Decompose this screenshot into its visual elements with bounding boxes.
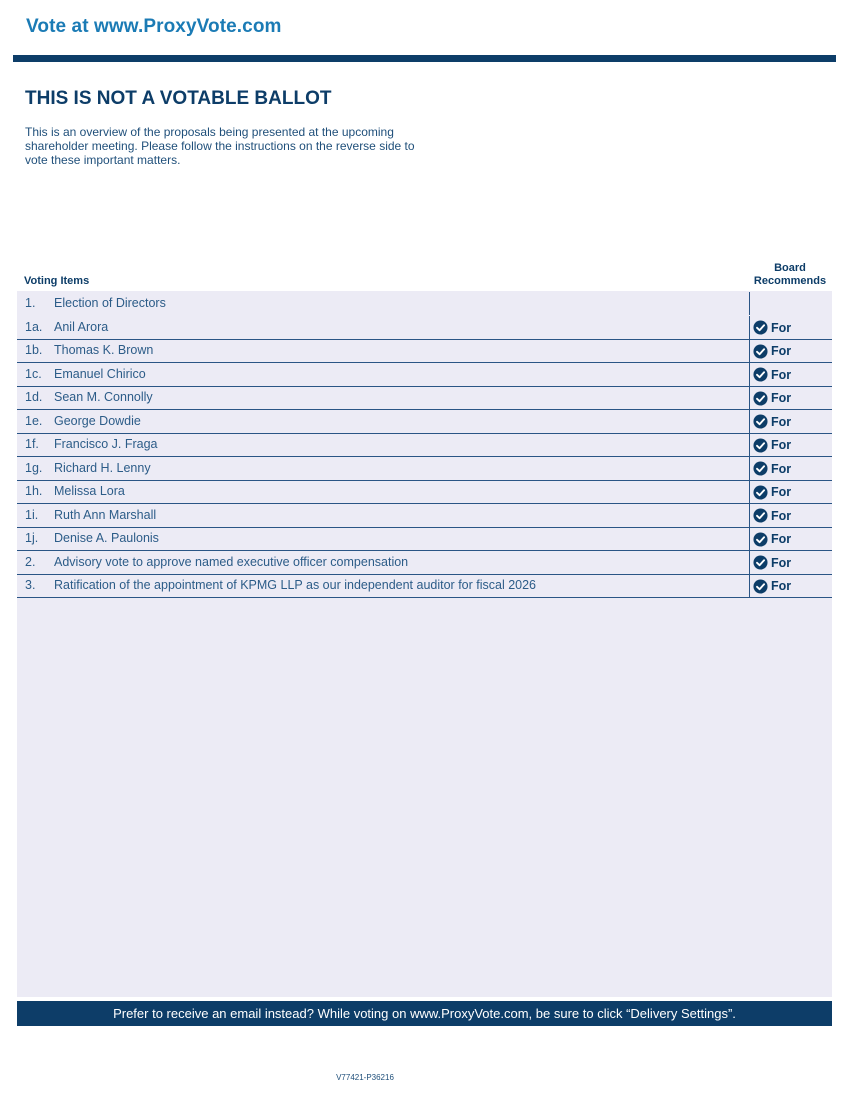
board-recommendation — [753, 461, 791, 477]
column-header-board-line1: Board — [774, 262, 806, 274]
recommendation-label: For — [771, 367, 792, 382]
table-row — [17, 386, 832, 410]
item-description: Richard H. Lenny — [54, 460, 151, 475]
item-number: 1a. — [25, 319, 43, 334]
item-description: Ratification of the appointment of KPMG LLP as our independent auditor for fiscal 2026 — [54, 578, 537, 592]
recommendation-label: For — [771, 579, 792, 593]
recommendation-cell — [749, 316, 833, 339]
top-divider — [13, 55, 836, 62]
check-circle-icon — [753, 461, 768, 476]
item-description: Denise A. Paulonis — [54, 531, 159, 545]
board-recommendation — [753, 437, 791, 453]
recommendation-cell — [749, 386, 833, 409]
item-number: 3. — [25, 578, 36, 592]
board-recommendation — [753, 508, 791, 524]
table-row — [17, 363, 832, 387]
check-circle-icon — [753, 391, 768, 406]
proxyvote-link[interactable]: Vote at www.ProxyVote.com — [26, 16, 282, 37]
table-row — [17, 504, 832, 528]
column-header-board-line2: Recommends — [753, 275, 827, 287]
item-description: Thomas K. Brown — [54, 343, 154, 357]
item-description: Anil Arora — [54, 319, 109, 334]
recommendation-label: For — [771, 438, 792, 452]
item-number: 1i. — [25, 507, 39, 522]
board-recommendation — [753, 578, 791, 594]
board-recommendation — [753, 531, 791, 547]
table-row — [17, 551, 832, 575]
check-circle-icon — [753, 438, 768, 453]
table-row — [17, 480, 832, 504]
board-recommendation — [753, 320, 791, 336]
item-number: 1e. — [25, 413, 43, 428]
item-description: Francisco J. Fraga — [54, 437, 158, 451]
check-circle-icon — [753, 579, 768, 594]
board-recommendation — [753, 484, 791, 500]
check-circle-icon — [753, 320, 768, 335]
recommendation-label: For — [771, 508, 792, 523]
recommendation-cell — [749, 410, 833, 433]
item-description: Melissa Lora — [54, 484, 125, 498]
recommendation-cell — [749, 457, 833, 480]
item-description: Election of Directors — [54, 296, 166, 310]
board-recommendation — [753, 343, 791, 359]
check-circle-icon — [753, 485, 768, 500]
check-circle-icon — [753, 508, 768, 523]
table-row — [17, 574, 832, 598]
recommendation-cell — [749, 363, 833, 386]
intro-text: This is an overview of the proposals being presented at the upcoming shareholder meeting. Please follow the instructions on the reverse side to vote these important matters. — [25, 125, 415, 167]
item-number: 1h. — [25, 484, 43, 498]
recommendation-label: For — [771, 485, 792, 499]
recommendation-label: For — [771, 320, 792, 335]
item-description: George Dowdie — [54, 413, 141, 428]
item-number: 1j. — [25, 531, 39, 545]
check-circle-icon — [753, 344, 768, 359]
email-delivery-banner: Prefer to receive an email instead? While voting on www.ProxyVote.com, be sure to click “Delivery Settings”. — [17, 1001, 832, 1026]
column-header-voting-items: Voting Items — [24, 275, 90, 287]
board-recommendation — [753, 390, 791, 406]
item-number: 1c. — [25, 366, 42, 381]
item-number: 1b. — [25, 343, 43, 357]
recommendation-label: For — [771, 391, 792, 405]
item-number: 1. — [25, 296, 36, 310]
item-number: 1g. — [25, 460, 43, 475]
table-row — [17, 527, 832, 551]
recommendation-cell — [749, 433, 833, 456]
recommendation-cell — [749, 574, 833, 597]
recommendation-label: For — [771, 532, 792, 546]
item-number: 1f. — [25, 437, 39, 451]
item-number: 1d. — [25, 390, 43, 404]
item-description: Sean M. Connolly — [54, 390, 153, 404]
check-circle-icon — [753, 414, 768, 429]
recommendation-label: For — [771, 555, 792, 570]
table-row — [17, 339, 832, 363]
recommendation-cell — [749, 292, 833, 315]
recommendation-label: For — [771, 461, 792, 476]
board-recommendation — [753, 555, 791, 571]
table-row — [17, 410, 832, 434]
table-row — [17, 433, 832, 457]
recommendation-label: For — [771, 414, 792, 429]
table-row — [17, 292, 832, 315]
check-circle-icon — [753, 555, 768, 570]
recommendation-cell — [749, 551, 833, 574]
table-row — [17, 316, 832, 340]
item-description: Advisory vote to approve named executive officer compensation — [54, 554, 409, 569]
table-row — [17, 457, 832, 481]
document-code: V77421-P36216 — [336, 1073, 394, 1082]
board-recommendation — [753, 367, 791, 383]
check-circle-icon — [753, 532, 768, 547]
page-title: THIS IS NOT A VOTABLE BALLOT — [25, 88, 332, 109]
check-circle-icon — [753, 367, 768, 382]
recommendation-cell — [749, 480, 833, 503]
item-description: Ruth Ann Marshall — [54, 507, 157, 522]
recommendation-cell — [749, 527, 833, 550]
item-number: 2. — [25, 554, 36, 569]
recommendation-cell — [749, 504, 833, 527]
item-description: Emanuel Chirico — [54, 366, 146, 381]
recommendation-label: For — [771, 344, 792, 358]
board-recommendation — [753, 414, 791, 430]
column-header-board-recommends — [749, 262, 831, 288]
recommendation-cell — [749, 339, 833, 362]
